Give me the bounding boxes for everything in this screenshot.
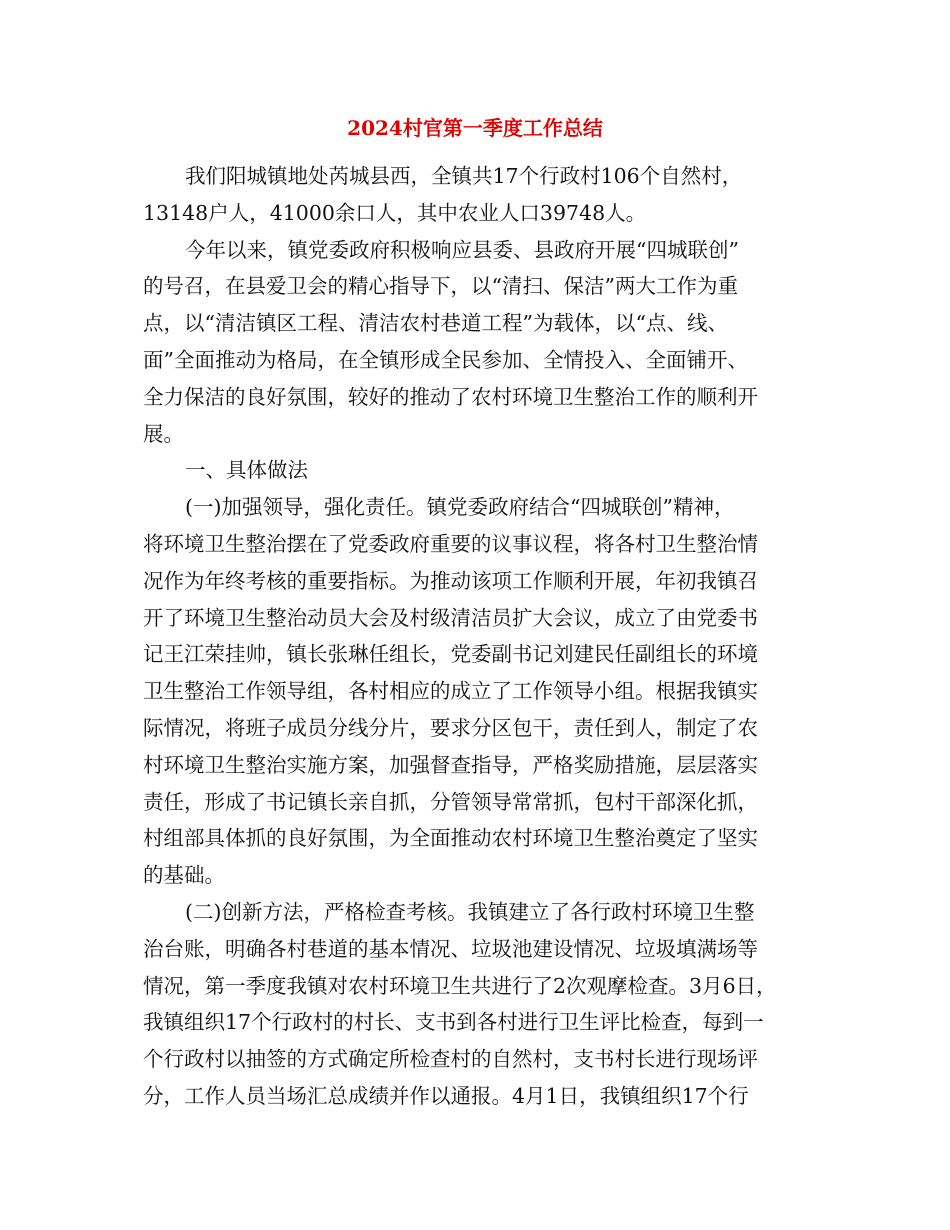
text-line: 一、具体做法 — [185, 458, 308, 483]
text-line: 的基础。 — [143, 863, 225, 888]
text-line: 情况，第一季度我镇对农村环境卫生共进行了2次观摩检查。3月6日， — [143, 973, 777, 998]
text-line: 个行政村以抽签的方式确定所检查村的自然村，支书村长进行现场评 — [143, 1047, 758, 1072]
text-line: 今年以来，镇党委政府积极响应县委、县政府开展“四城联创” — [185, 237, 739, 262]
text-line: 面”全面推动为格局，在全镇形成全民参加、全情投入、全面铺开、 — [143, 347, 748, 372]
document-title: 2024村官第一季度工作总结 — [347, 116, 603, 140]
text-line: 我镇组织17个行政村的村长、支书到各村进行卫生评比检查，每到一 — [143, 1010, 764, 1035]
text-line: 开了环境卫生整治动员大会及村级清洁员扩大会议，成立了由党委书 — [143, 605, 758, 630]
text-line: 卫生整治工作领导组，各村相应的成立了工作领导小组。根据我镇实 — [143, 679, 758, 704]
text-line: 将环境卫生整治摆在了党委政府重要的议事议程，将各村卫生整治情 — [143, 531, 758, 556]
text-line: 展。 — [143, 421, 184, 446]
text-line: 13148户人，41000余口人，其中农业人口39748人。 — [143, 200, 647, 225]
text-line: (二)创新方法，严格检查考核。我镇建立了各行政村环境卫生整 — [185, 899, 755, 924]
text-line: 点，以“清洁镇区工程、清洁农村巷道工程”为载体，以“点、线、 — [143, 311, 728, 336]
text-line: 村环境卫生整治实施方案，加强督查指导，严格奖励措施，层层落实 — [143, 752, 758, 777]
text-line: 记王江荣挂帅，镇长张琳任组长，党委副书记刘建民任副组长的环境 — [143, 642, 758, 667]
text-line: 责任，形成了书记镇长亲自抓，分管领导常常抓，包村干部深化抓， — [143, 789, 758, 814]
text-line: 况作为年终考核的重要指标。为推动该项工作顺利开展，年初我镇召 — [143, 568, 758, 593]
document-body — [143, 158, 811, 1115]
text-line: 治台账，明确各村巷道的基本情况、垃圾池建设情况、垃圾填满场等 — [143, 936, 758, 961]
text-line: 全力保洁的良好氛围，较好的推动了农村环境卫生整治工作的顺利开 — [143, 384, 758, 409]
text-line: 我们阳城镇地处芮城县西，全镇共17个行政村106个自然村， — [185, 164, 743, 188]
text-line: 分，工作人员当场汇总成绩并作以通报。4月1日，我镇组织17个行 — [143, 1083, 749, 1108]
text-line: 村组部具体抓的良好氛围，为全面推动农村环境卫生整治奠定了坚实 — [143, 826, 758, 851]
text-line: (一)加强领导，强化责任。镇党委政府结合“四城联创”精神， — [185, 495, 735, 520]
text-line: 际情况，将班子成员分线分片，要求分区包干，责任到人，制定了农 — [143, 715, 758, 740]
text-line: 的号召，在县爱卫会的精心指导下，以“清扫、保洁”两大工作为重 — [143, 274, 738, 299]
